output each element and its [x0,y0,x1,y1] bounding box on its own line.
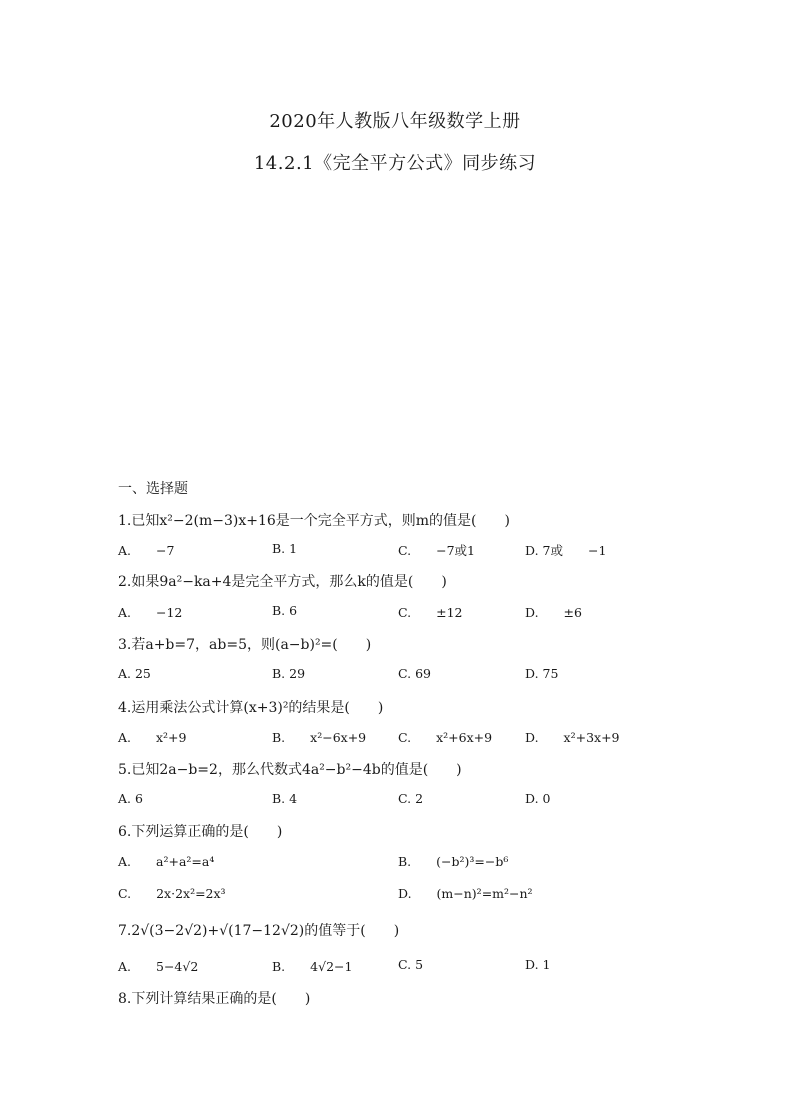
question-3-option-a: A. 25 [118,666,151,681]
question-4-stem: 4.运用乘法公式计算(x+3)²的结果是( ) [118,700,384,716]
question-4-option-b: B. x²−6x+9 [272,730,367,745]
section-heading: 一、选择题 [118,481,188,497]
question-6-option-d: D. (m−n)²=m²−n² [398,886,533,901]
question-5-option-b: B. 4 [272,791,298,806]
question-1-stem: 1.已知x²−2(m−3)x+16是一个完全平方式，则m的值是( ) [118,513,510,529]
question-7-option-d: D. 1 [525,957,551,972]
question-2-option-b: B. 6 [272,603,298,618]
question-2-option-d: D. ±6 [525,605,582,620]
question-6-option-c: C. 2x·2x²=2x³ [118,886,226,901]
question-3-stem: 3.若a+b=7，ab=5，则(a−b)²=( ) [118,637,372,653]
page-title: 2020年人教版八年级数学上册 [269,111,521,132]
question-6-stem: 6.下列运算正确的是( ) [118,824,283,840]
question-6-option-a: A. a²+a²=a⁴ [118,854,215,869]
question-7-stem: 7.2√(3−2√2)+√(17−12√2)的值等于( ) [118,923,400,939]
question-2-stem: 2.如果9a²−ka+4是完全平方式，那么k的值是( ) [118,574,447,590]
question-4-option-d: D. x²+3x+9 [525,730,620,745]
question-1-option-d: D. 7或 −1 [525,543,607,558]
question-1-option-a: A. −7 [118,543,175,558]
question-6-option-b: B. (−b²)³=−b⁶ [398,854,509,869]
question-1-option-b: B. 1 [272,541,298,556]
question-5-option-c: C. 2 [398,791,424,806]
question-7-option-a: A. 5−4√2 [118,959,199,974]
page-subtitle: 14.2.1《完全平方公式》同步练习 [253,153,537,174]
question-1-option-c: C. −7或1 [398,543,475,558]
question-5-option-d: D. 0 [525,791,551,806]
question-5-stem: 5.已知2a−b=2，那么代数式4a²−b²−4b的值是( ) [118,762,462,778]
question-8-stem: 8.下列计算结果正确的是( ) [118,991,311,1007]
question-7-option-b: B. 4√2−1 [272,959,353,974]
question-7-option-c: C. 5 [398,957,424,972]
question-4-option-a: A. x²+9 [118,730,187,745]
question-5-option-a: A. 6 [118,791,143,806]
question-3-option-b: B. 29 [272,666,306,681]
question-3-option-d: D. 75 [525,666,559,681]
question-2-option-a: A. −12 [118,605,183,620]
question-2-option-c: C. ±12 [398,605,463,620]
question-3-option-c: C. 69 [398,666,431,681]
question-4-option-c: C. x²+6x+9 [398,730,493,745]
